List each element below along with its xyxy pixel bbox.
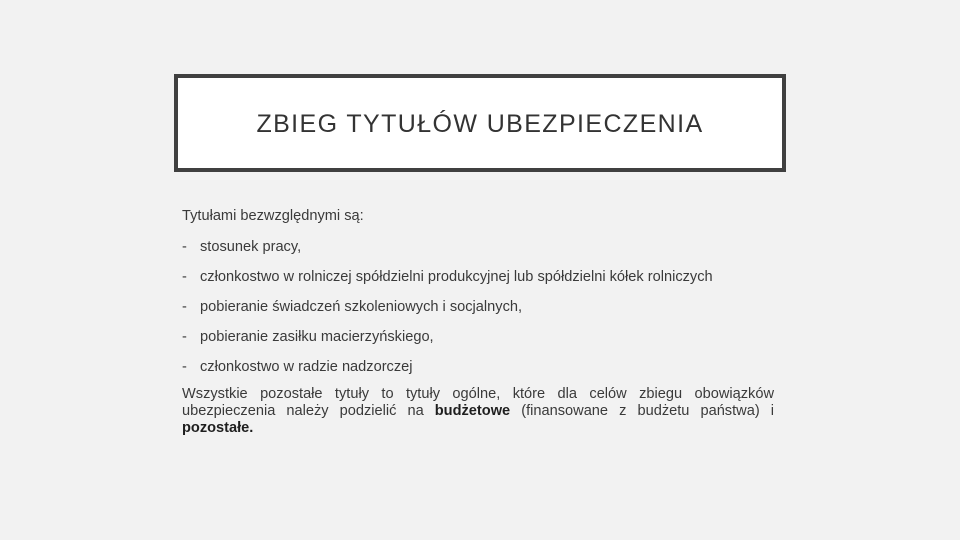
title-list xyxy=(182,239,774,376)
summary-bold-budget: budżetowe xyxy=(434,403,511,419)
list-item xyxy=(182,329,774,346)
dash-bullet: - xyxy=(182,329,187,345)
slide-content xyxy=(182,208,774,437)
list-item xyxy=(182,269,774,286)
list-item-text: pobieranie świadczeń szkoleniowych i socjalnych, xyxy=(200,299,523,315)
list-item xyxy=(182,239,774,256)
list-item xyxy=(182,359,774,376)
dash-bullet: - xyxy=(182,299,187,315)
intro-text: Tytułami bezwzględnymi są: xyxy=(182,208,364,224)
list-item-text: członkostwo w rolniczej spółdzielni produkcyjnej lub spółdzielni kółek rolniczych xyxy=(200,269,713,285)
list-item xyxy=(182,299,774,316)
dash-bullet: - xyxy=(182,269,187,285)
summary-text-2: (finansowane z budżetu państwa) i xyxy=(510,403,774,419)
dash-bullet: - xyxy=(182,239,187,255)
slide-title: ZBIEG TYTUŁÓW UBEZPIECZENIA xyxy=(256,109,704,138)
dash-bullet: - xyxy=(182,359,187,375)
title-box xyxy=(174,74,786,172)
summary-paragraph xyxy=(182,386,774,437)
list-item-text: pobieranie zasiłku macierzyńskiego, xyxy=(200,329,434,345)
summary-text-1: Wszystkie pozostałe tytuły to tytuły ogólne, które dla celów zbiegu obowiązków ubezpieczenia należy podzielić na xyxy=(182,386,774,419)
summary-bold-other: pozostałe. xyxy=(182,420,254,436)
list-item-text: stosunek pracy, xyxy=(200,239,302,255)
list-item-text: członkostwo w radzie nadzorczej xyxy=(200,359,413,375)
